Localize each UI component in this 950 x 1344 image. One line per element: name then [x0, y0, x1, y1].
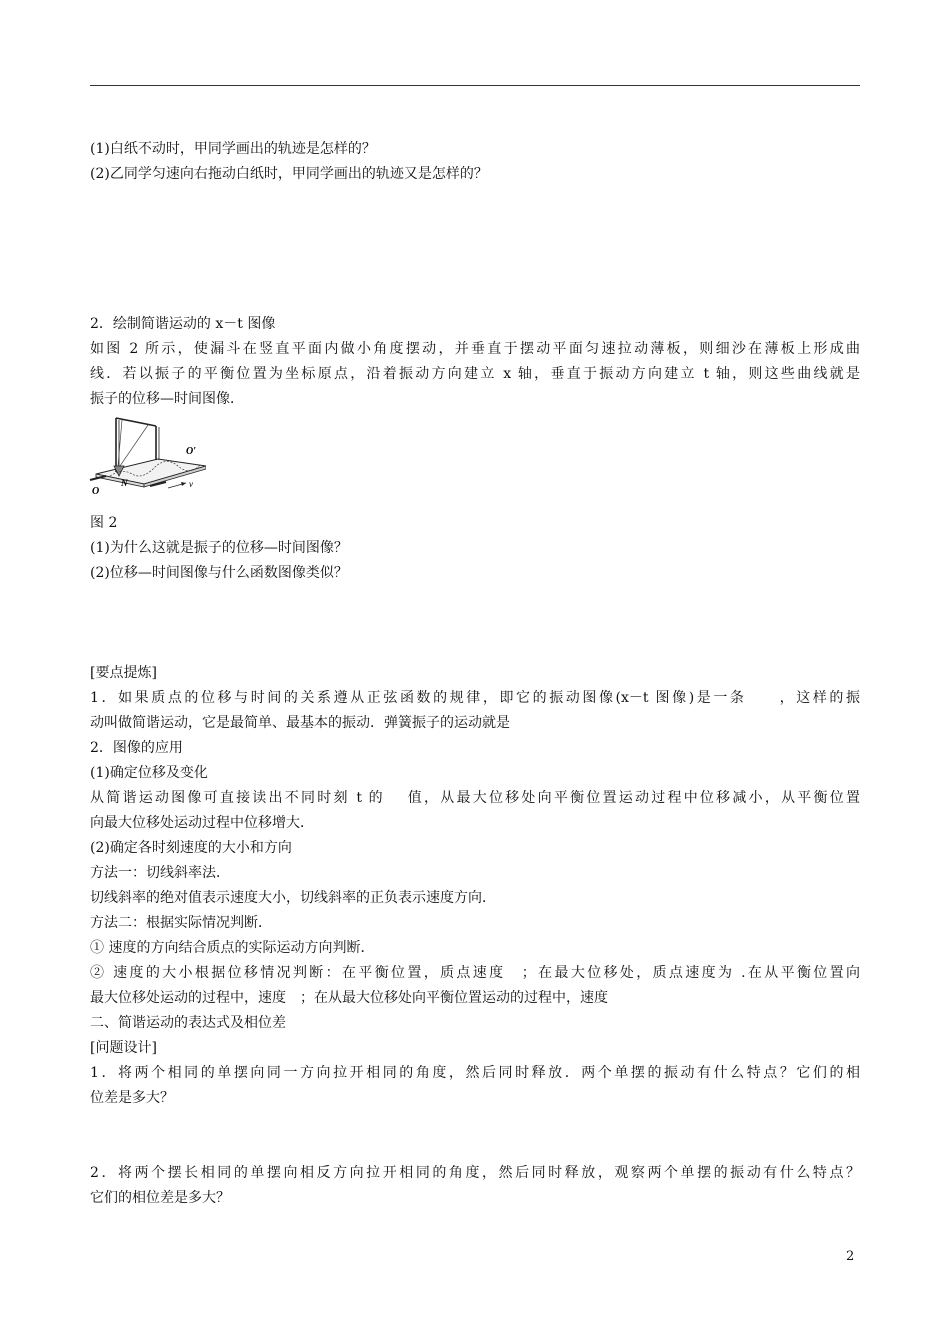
question-1: (1)白纸不动时，甲同学画出的轨迹是怎样的？ [90, 141, 376, 157]
label-v: v [189, 479, 193, 489]
section-title: 2．绘制简谐运动的 x－t 图像 [90, 316, 276, 332]
label-o: O [92, 486, 100, 497]
paragraph-line: 2．将两个摆长相同的单摆向相反方向拉开相同的角度，然后同时释放，观察两个单摆的振动有什么特点？ [90, 1165, 860, 1181]
key-points-heading: [要点提炼] [90, 665, 157, 681]
paragraph-line: 方法二：根据实际情况判断． [90, 915, 272, 931]
figure-question-1: (1)为什么这就是振子的位移—时间图像？ [90, 540, 348, 556]
paragraph-line: 1．将两个相同的单摆向同一方向拉开相同的角度，然后同时释放．两个单摆的振动有什么特点？它们的相 [90, 1065, 860, 1081]
paragraph-line: 从简谐运动图像可直接读出不同时刻 t 的 值，从最大位移处向平衡位置运动过程中位移减小，从平衡位置 [90, 790, 860, 806]
question-2: (2)乙同学匀速向右拖动白纸时，甲同学画出的轨迹又是怎样的？ [90, 166, 488, 182]
paragraph-line: 动叫做简谐运动，它是最简单、最基本的振动．弹簧振子的运动就是 [90, 715, 510, 731]
paragraph-line: 如图 2 所示，使漏斗在竖直平面内做小角度摆动，并垂直于摆动平面匀速拉动薄板，则细沙在薄板上形成曲 [90, 341, 860, 357]
header-rule [90, 85, 860, 86]
pendulum-figure [88, 414, 206, 502]
page-number: 2 [846, 1249, 855, 1264]
paragraph-line: 1．如果质点的位移与时间的关系遵从正弦函数的规律，即它的振动图像(x－t 图像)是一条 ，这样的振 [90, 690, 860, 706]
label-o-prime: O′ [186, 446, 197, 457]
question-design-heading: [问题设计] [90, 1040, 157, 1056]
paragraph-line: 切线斜率的绝对值表示速度大小，切线斜率的正负表示速度方向． [90, 890, 496, 906]
section-heading: 二、简谐运动的表达式及相位差 [90, 1015, 286, 1031]
paragraph-line: 方法一：切线斜率法． [90, 865, 230, 881]
paragraph-line: 2．图像的应用 [90, 740, 183, 756]
paragraph-line: 振子的位移—时间图像． [90, 391, 244, 407]
paragraph-line: 线．若以振子的平衡位置为坐标原点，沿着振动方向建立 x 轴，垂直于振动方向建立 t 轴，则这些曲线就是 [90, 366, 860, 382]
pendulum-string [118, 420, 122, 466]
paragraph-line: 向最大位移处运动过程中位移增大． [90, 815, 314, 831]
paragraph-line: (1)确定位移及变化 [90, 765, 208, 781]
figure-caption: 图 2 [90, 515, 118, 531]
figure-question-2: (2)位移—时间图像与什么函数图像类似？ [90, 565, 348, 581]
paragraph-line: 最大位移处运动的过程中，速度 ；在从最大位移处向平衡位置运动的过程中，速度 [90, 990, 608, 1006]
paragraph-line: (2)确定各时刻速度的大小和方向 [90, 840, 292, 856]
paragraph-line: 它们的相位差是多大？ [90, 1190, 230, 1206]
paragraph-line: 位差是多大？ [90, 1090, 174, 1106]
paragraph-line: ① 速度的方向结合质点的实际运动方向判断． [90, 940, 375, 956]
paragraph-line: ② 速度的大小根据位移情况判断：在平衡位置，质点速度 ；在最大位移处，质点速度为 .在从平衡位置向 [90, 965, 860, 981]
label-n: N [121, 478, 128, 488]
